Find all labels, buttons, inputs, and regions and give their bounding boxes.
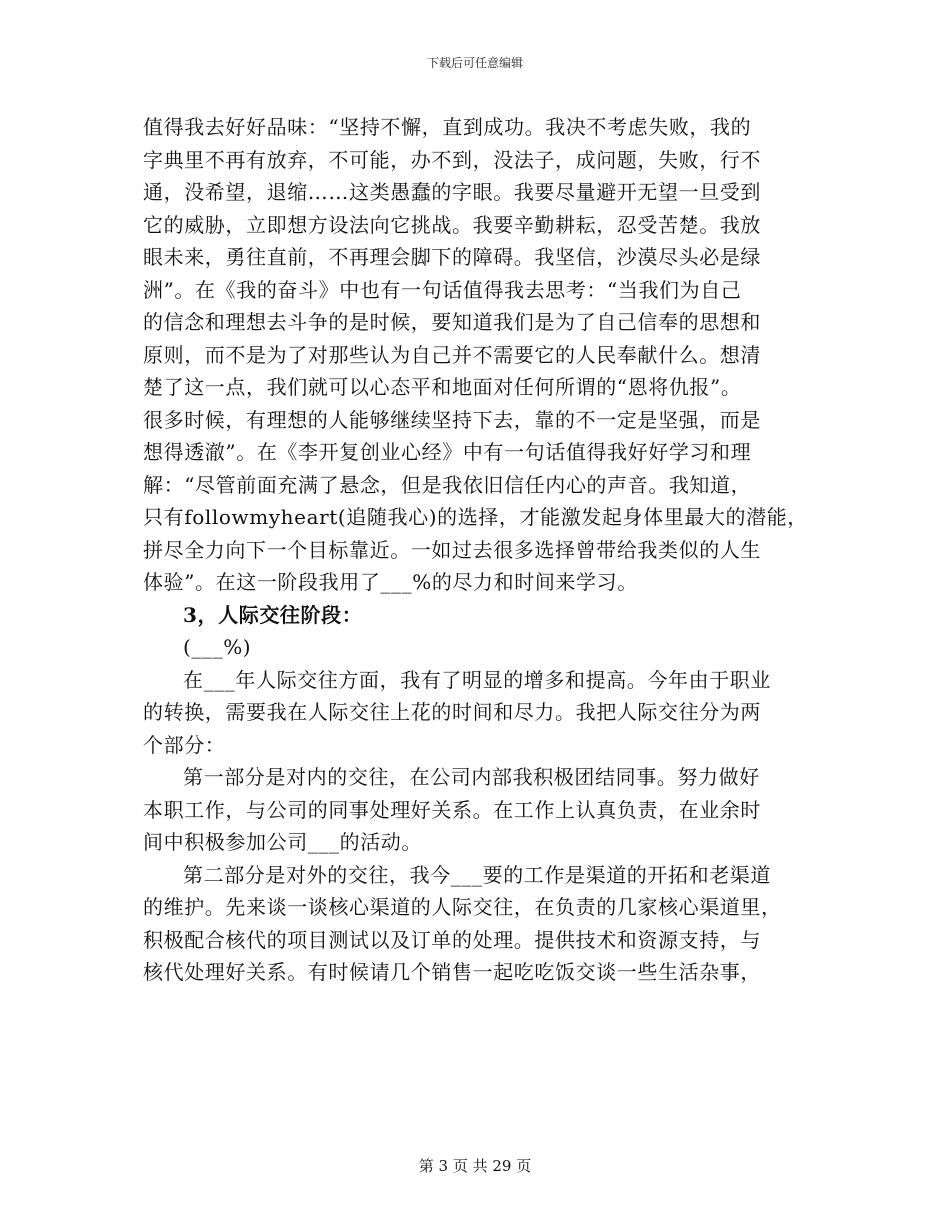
text-line: 只有followmyheart(追随我心)的选择，才能激发起身体里最大的潜能，: [143, 505, 808, 529]
text-line: 本职工作，与公司的同事处理好关系。在工作上认真负责，在业余时: [143, 797, 761, 822]
text-line: (___%): [183, 635, 252, 659]
text-line: 楚了这一点，我们就可以心态平和地面对任何所谓的“恩将仇报”。: [143, 375, 742, 399]
text-line: 体验”。在这一阶段我用了___%的尽力和时间来学习。: [143, 570, 638, 594]
text-line: 洲”。在《我的奋斗》中也有一句话值得我去思考：“当我们为自己: [143, 277, 742, 302]
text-line: 的信念和理想去斗争的是时候，要知道我们是为了自己信奉的思想和: [143, 310, 761, 334]
text-line: 通，没希望，退缩……这类愚蠢的字眼。我要尽量避开无望一旦受到: [143, 180, 761, 204]
text-line: 想得透澈”。在《李开复创业心经》中有一句话值得我好好学习和理: [143, 440, 752, 464]
text-line: 拼尽全力向下一个目标靠近。一如过去很多选择曾带给我类似的人生: [143, 537, 761, 562]
document-body: [143, 111, 823, 989]
text-line: 很多时候，有理想的人能够继续坚持下去，靠的不一定是坚强，而是: [143, 407, 761, 432]
text-line: 核代处理好关系。有时候请几个销售一起吃吃饭交谈一些生活杂事，: [143, 960, 761, 984]
paragraph-start: 第二部分是对外的交往，我今___要的工作是渠道的开拓和老渠道: [183, 862, 771, 887]
text-line: 间中积极参加公司___的活动。: [143, 830, 422, 854]
section-heading: 3，人际交往阶段：: [183, 602, 363, 627]
text-line: 的维护。先来谈一谈核心渠道的人际交往，在负责的几家核心渠道里，: [143, 895, 782, 919]
page-footer: 第 3 页 共 29 页: [418, 1157, 532, 1175]
text-line: 眼未来，勇往直前，不再理会脚下的障碍。我坚信，沙漠尽头必是绿: [143, 245, 761, 269]
page-header: 下载后可任意编辑: [426, 56, 523, 70]
text-line: 字典里不再有放弃，不可能，办不到，没法子，成问题，失败，行不: [143, 147, 761, 172]
text-line: 值得我去好好品味：“坚持不懈，直到成功。我决不考虑失败，我的: [143, 115, 752, 139]
text-line: 解：“尽管前面充满了悬念，但是我依旧信任内心的声音。我知道，: [143, 472, 752, 497]
text-line: 的转换，需要我在人际交往上花的时间和尽力。我把人际交往分为两: [143, 700, 761, 724]
paragraph-start: 第一部分是对内的交往，在公司内部我积极团结同事。努力做好: [183, 765, 760, 789]
text-line: 积极配合核代的项目测试以及订单的处理。提供技术和资源支持，与: [143, 927, 761, 952]
text-line: 原则，而不是为了对那些认为自己并不需要它的人民奉献什么。想清: [143, 342, 761, 367]
text-line: 它的威胁，立即想方设法向它挑战。我要辛勤耕耘，忍受苦楚。我放: [143, 212, 761, 237]
text-line: 个部分：: [143, 732, 226, 757]
paragraph-start: 在___年人际交往方面，我有了明显的增多和提高。今年由于职业: [183, 667, 771, 692]
